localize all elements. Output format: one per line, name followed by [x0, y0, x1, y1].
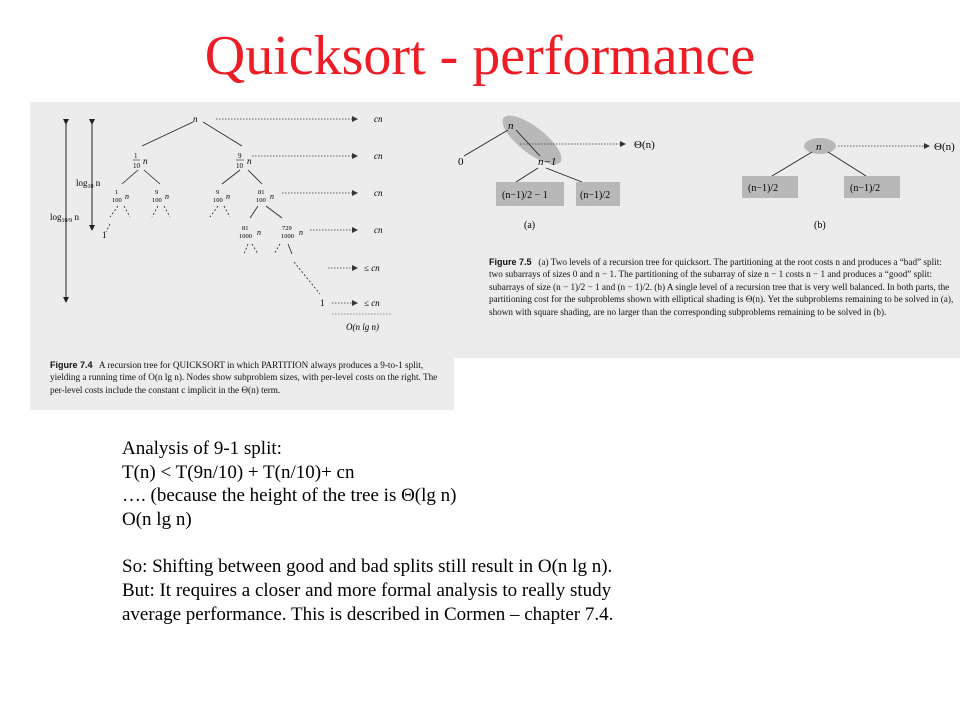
svg-text:100: 100 — [213, 197, 223, 204]
svg-text:1000: 1000 — [239, 233, 252, 240]
cost-level-1: cn — [374, 151, 383, 161]
figure-7-5-label: Figure 7.5 — [489, 257, 532, 267]
figure-7-4-text: A recursion tree for QUICKSORT in which PARTITION always produces a 9-to-1 split, yielding a running time of O(n lg n). Nodes show subproblem sizes, with per-level costs on the right. The per-level costs include the constant c implicit in the Θ(n) term. — [50, 360, 438, 395]
node-81-1000: 81 — [242, 225, 249, 232]
node-1-10: 1 — [134, 152, 138, 160]
figure-7-4-caption — [50, 359, 446, 396]
svg-text:n: n — [270, 192, 274, 201]
elliptical-shading-a — [496, 108, 569, 173]
summary-line: But: It requires a closer and more formal analysis to really study — [122, 579, 612, 601]
svg-text:n: n — [143, 156, 148, 166]
node-81-100: 81 — [258, 189, 265, 196]
svg-text:n: n — [247, 156, 252, 166]
total-cost: O(n lg n) — [346, 322, 379, 332]
svg-text:100: 100 — [256, 197, 266, 204]
cost-level-3: cn — [374, 225, 383, 235]
figure-7-5-text: (a) Two levels of a recursion tree for quicksort. The partitioning at the root costs n and produces a “bad” split: two subarrays of sizes 0 and n − 1. The partitioning of the subarray of size n − 1 costs n − 1 and produces a “good” split: subarrays of size (n − 1)/2 − 1 and (n − 1)/2. (b) A single level of a recursion tree that is very well balanced. In both parts, the partitioning cost for the subproblems shown with elliptical shading is Θ(n). Yet the subproblems remaining to be solved in (a), shown with square shading, are no larger than the corresponding subproblems remaining to be solved in (b). — [489, 257, 954, 317]
svg-text:n: n — [125, 192, 129, 201]
figure-7-5-caption — [489, 256, 954, 318]
summary-line: average performance. This is described in Cormen – chapter 7.4. — [122, 603, 614, 625]
height-long-label: $\log_{10/9} n$ — [50, 212, 79, 224]
figure-7-4-label: Figure 7.4 — [50, 360, 93, 370]
root-node: n — [193, 114, 198, 124]
tree-b-root: n — [816, 141, 822, 153]
tree-a-leaf-right: (n−1)/2 — [580, 190, 611, 201]
height-short-label: $\log_{10} n$ — [76, 178, 101, 190]
tree-a-right: n−1 — [538, 156, 557, 168]
tree-b-label: (b) — [814, 220, 826, 231]
recursion-tree-good-bad — [454, 102, 960, 252]
svg-text:10: 10 — [133, 162, 140, 170]
node-729-1000: 729 — [282, 225, 292, 232]
svg-text:100: 100 — [152, 197, 162, 204]
cost-level-2: cn — [374, 188, 383, 198]
analysis-line: …. (because the height of the tree is Θ(lg n) — [122, 485, 457, 507]
leaf-left: 1 — [102, 230, 107, 240]
node-1-100: 1 — [115, 189, 119, 196]
slide-title: Quicksort - performance — [204, 25, 756, 87]
node-9-100-a: 9 — [155, 189, 159, 196]
svg-text:n: n — [165, 192, 169, 201]
svg-text:n: n — [226, 192, 230, 201]
tree-b-leaf-right: (n−1)/2 — [850, 183, 881, 194]
analysis-text — [122, 437, 842, 626]
tree-a-left: 0 — [458, 156, 464, 168]
tree-b-leaf-left: (n−1)/2 — [748, 183, 779, 194]
cost-level-5: ≤ cn — [364, 298, 380, 308]
tree-a-root: n — [508, 120, 514, 132]
cost-level-4: ≤ cn — [364, 263, 380, 273]
summary-line: So: Shifting between good and bad splits still result in O(n lg n). — [122, 556, 613, 578]
leaf-right: 1 — [320, 298, 325, 308]
tree-b-cost: Θ(n) — [934, 141, 955, 153]
figure-7-5 — [454, 102, 960, 358]
analysis-line: O(n lg n) — [122, 508, 192, 530]
svg-text:n: n — [257, 228, 261, 237]
tree-a-label: (a) — [524, 220, 536, 231]
svg-text:n: n — [299, 228, 303, 237]
svg-text:1000: 1000 — [281, 233, 294, 240]
node-9-10: 9 — [238, 152, 242, 160]
tree-a-leaf-left: (n−1)/2 − 1 — [502, 190, 548, 201]
svg-text:100: 100 — [112, 197, 122, 204]
analysis-line: T(n) < T(9n/10) + T(n/10)+ cn — [122, 461, 355, 483]
tree-a-cost: Θ(n) — [634, 139, 655, 151]
svg-text:10: 10 — [236, 162, 243, 170]
cost-level-0: cn — [374, 114, 383, 124]
analysis-line: Analysis of 9-1 split: — [122, 438, 282, 459]
node-9-100-b: 9 — [216, 189, 220, 196]
